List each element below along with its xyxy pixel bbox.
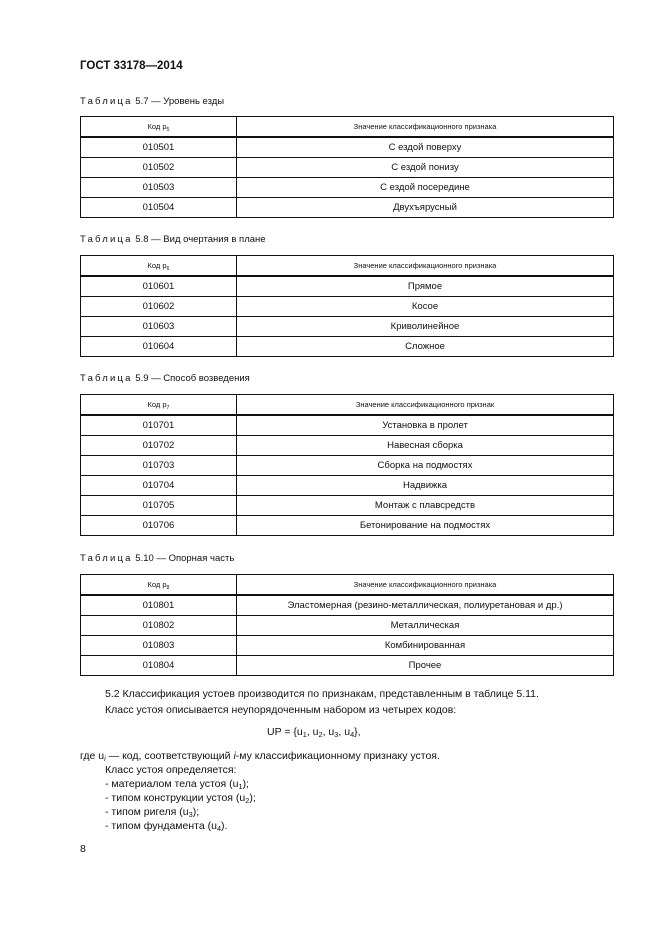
value-cell: Навесная сборка xyxy=(237,436,614,456)
code-cell: 010501 xyxy=(81,137,237,158)
table-row xyxy=(81,516,614,536)
code-cell: 010504 xyxy=(81,198,237,218)
value-cell: Прямое xyxy=(237,276,614,297)
value-column-header: Значение классификационного признака xyxy=(237,256,614,277)
table-row xyxy=(81,456,614,476)
paragraph-class-description: Класс устоя описывается неупорядоченным набором из четырех кодов: xyxy=(105,704,457,716)
value-cell: С ездой посередине xyxy=(237,178,614,198)
value-cell: Комбинированная xyxy=(237,636,614,656)
table-header-row xyxy=(81,575,614,596)
code-column-header: Код $р_6$ xyxy=(81,256,237,277)
code-column-header: Код $р_5$ xyxy=(81,117,237,138)
value-cell: Сложное xyxy=(237,337,614,357)
list-item: - типом ригеля $(u_3)$; xyxy=(105,806,200,819)
code-cell: 010604 xyxy=(81,337,237,357)
table-row xyxy=(81,178,614,198)
value-cell: С ездой поверху xyxy=(237,137,614,158)
table-row xyxy=(81,317,614,337)
page-number: 8 xyxy=(80,843,86,855)
table-row xyxy=(81,198,614,218)
table-row xyxy=(81,297,614,317)
value-cell: Прочее xyxy=(237,656,614,676)
table-row xyxy=(81,137,614,158)
code-cell: 010704 xyxy=(81,476,237,496)
table-row xyxy=(81,636,614,656)
code-cell: 010702 xyxy=(81,436,237,456)
code-cell: 010503 xyxy=(81,178,237,198)
value-cell: Бетонирование на подмостях xyxy=(237,516,614,536)
code-cell: 010603 xyxy=(81,317,237,337)
value-column-header: Значение классификационного признак xyxy=(237,395,614,416)
table-caption: Таблица 5.8 — Вид очертания в плане xyxy=(80,234,266,245)
table-row xyxy=(81,436,614,456)
table-caption: Таблица 5.9 — Способ возведения xyxy=(80,373,250,384)
list-item: - материалом тела устоя $(u_1)$; xyxy=(105,778,249,791)
table-caption: Таблица 5.10 — Опорная часть xyxy=(80,553,235,564)
value-cell: Двухъярусный xyxy=(237,198,614,218)
value-cell: Криволинейное xyxy=(237,317,614,337)
table-row xyxy=(81,496,614,516)
code-cell: 010802 xyxy=(81,616,237,636)
value-column-header: Значение классификационного признака xyxy=(237,575,614,596)
table-row xyxy=(81,616,614,636)
value-cell: Надвижка xyxy=(237,476,614,496)
document-header: ГОСТ 33178—2014 xyxy=(80,60,183,72)
value-cell: С ездой понизу xyxy=(237,158,614,178)
list-item: - типом фундамента $(u_4)$. xyxy=(105,820,228,833)
paragraph-5-2: 5.2 Классификация устоев производится по признакам, представленным в таблице 5.11. xyxy=(105,688,539,700)
list-item: - типом конструкции устоя $(u_2)$; xyxy=(105,792,256,805)
table-header-row xyxy=(81,395,614,416)
table-row xyxy=(81,337,614,357)
code-cell: 010701 xyxy=(81,415,237,436)
classification-table xyxy=(80,394,614,536)
code-cell: 010804 xyxy=(81,656,237,676)
code-column-header: Код $р_7$ xyxy=(81,395,237,416)
table-row xyxy=(81,276,614,297)
code-cell: 010601 xyxy=(81,276,237,297)
code-column-header: Код $р_8$ xyxy=(81,575,237,596)
code-cell: 010602 xyxy=(81,297,237,317)
value-cell: Установка в пролет xyxy=(237,415,614,436)
table-row xyxy=(81,158,614,178)
value-cell: Металлическая xyxy=(237,616,614,636)
table-row xyxy=(81,415,614,436)
value-cell: Сборка на подмостях xyxy=(237,456,614,476)
classification-table xyxy=(80,116,614,218)
value-cell: Косое xyxy=(237,297,614,317)
classification-table xyxy=(80,255,614,357)
code-cell: 010706 xyxy=(81,516,237,536)
value-cell: Монтаж с плавсредств xyxy=(237,496,614,516)
classification-table xyxy=(80,574,614,676)
formula: UP = {$u_1$, $u_2$, $u_3$, $u_4$}, xyxy=(267,726,361,739)
table-row xyxy=(81,595,614,616)
table-header-row xyxy=(81,117,614,138)
table-row xyxy=(81,656,614,676)
value-column-header: Значение классификационного признака xyxy=(237,117,614,138)
paragraph-where: где $u_i$ — код, соответствующий i-му классификационному признаку устоя. xyxy=(80,750,440,763)
table-header-row xyxy=(81,256,614,277)
table-row xyxy=(81,476,614,496)
code-cell: 010705 xyxy=(81,496,237,516)
paragraph-class-determined: Класс устоя определяется: xyxy=(105,764,237,776)
code-cell: 010801 xyxy=(81,595,237,616)
code-cell: 010803 xyxy=(81,636,237,656)
code-cell: 010703 xyxy=(81,456,237,476)
code-cell: 010502 xyxy=(81,158,237,178)
table-caption: Таблица 5.7 — Уровень езды xyxy=(80,96,225,107)
value-cell: Эластомерная (резино-металлическая, полиуретановая и др.) xyxy=(237,595,614,616)
